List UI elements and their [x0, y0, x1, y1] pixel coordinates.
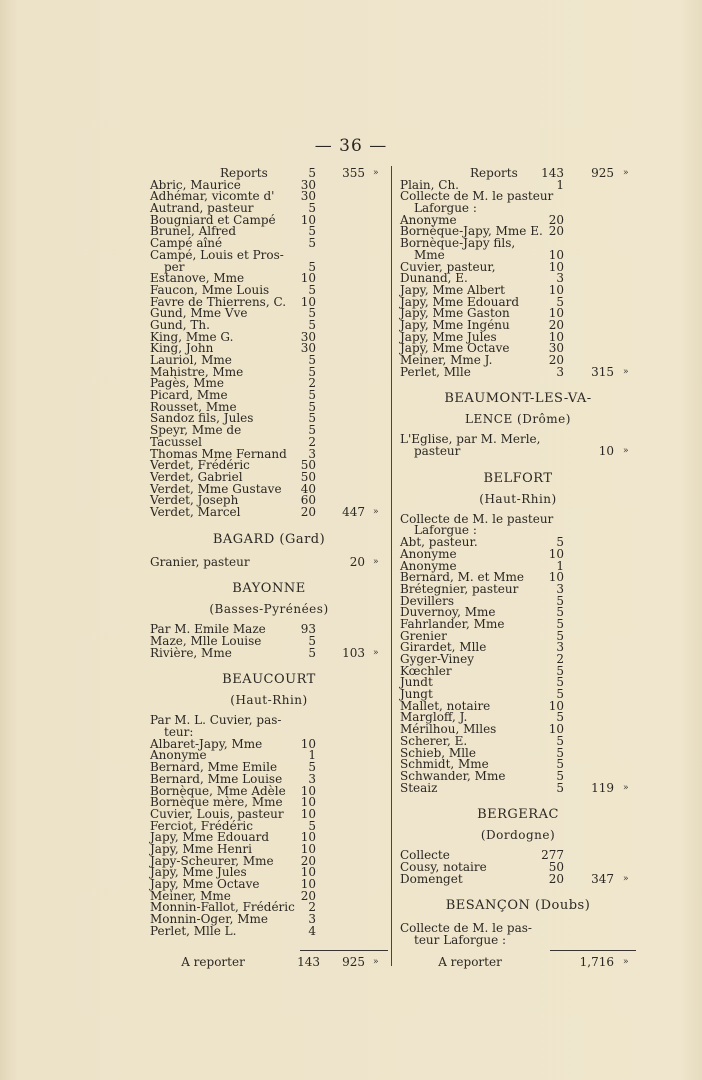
donor-amount: 10: [548, 570, 564, 585]
donor-name: Cousy, notaire: [400, 859, 487, 874]
donor-name: Bougniard et Campé: [150, 212, 276, 227]
donor-name: Domenget: [400, 871, 463, 886]
reports-amount: 5: [308, 166, 316, 180]
spacer: [150, 659, 388, 669]
donor-name: Japy, Mme Albert: [400, 282, 505, 297]
list-item: [400, 677, 636, 689]
subtotal-mark: »: [373, 647, 379, 658]
subtotal: 103: [342, 645, 365, 660]
donor-name: Bornèque-Japy, Mme E.: [400, 224, 543, 239]
donor-name: Mme: [414, 247, 445, 262]
list-item: [400, 446, 636, 458]
donor-name: Japy, Mme Edouard: [400, 294, 520, 309]
donor-name: Bernard, M. et Mme: [400, 570, 525, 585]
section-subheading: (Haut-Rhin): [479, 491, 557, 506]
donor-name: Lauriol, Mme: [150, 353, 232, 367]
donor-name: Par M. L. Cuvier, pas-: [150, 713, 282, 728]
donor-name: Fahrlander, Mme: [400, 616, 505, 631]
donor-name: Monnin-Fallot, Frédéric: [150, 900, 295, 915]
section-subheading: LENCE (Drôme): [465, 412, 571, 427]
donor-amount: 20: [300, 888, 316, 903]
right-column: [400, 168, 636, 947]
spacer: [400, 885, 636, 895]
donor-name: Japy, Mme Ingénu: [400, 317, 510, 332]
donor-amount: 5: [556, 710, 564, 725]
donor-amount: 3: [308, 912, 316, 927]
donor-name: Par M. Emile Maze: [150, 622, 266, 637]
page-number: — 36 —: [314, 136, 388, 156]
donor-amount: 3: [308, 771, 316, 786]
donor-name: Picard, Mme: [150, 388, 228, 403]
donor-name: Brunel, Alfred: [150, 224, 237, 239]
carry-forward-total: 1,716: [579, 955, 614, 969]
donor-amount: 5: [308, 282, 316, 297]
carry-forward-amount: 143: [297, 955, 320, 969]
donor-amount: 5: [556, 780, 564, 795]
donor-amount: 5: [308, 353, 316, 367]
donor-amount: 20: [548, 353, 564, 367]
subtotal: 315: [591, 364, 614, 379]
donor-name: Japy, Mme Jules: [150, 865, 247, 880]
spacer: [400, 458, 636, 468]
donor-name: Collecte de M. le pas-: [400, 921, 532, 936]
donor-name: Granier, pasteur: [150, 554, 250, 569]
donor-amount: 3: [308, 446, 316, 461]
donor-name: Jundt: [400, 675, 433, 690]
carry-forward-row: [150, 955, 388, 969]
donor-amount: 3: [556, 640, 564, 655]
section-heading: BAYONNE: [232, 581, 306, 597]
spacer: [150, 519, 388, 529]
donor-amount: 5: [556, 605, 564, 620]
donor-name: Duvernoy, Mme: [400, 605, 496, 620]
donor-name: Gyger-Viney: [400, 652, 474, 666]
donor-amount: 40: [300, 481, 316, 496]
donor-name: Verdet, Frédéric: [150, 458, 250, 473]
donor-name: Ferciot, Frédéric: [150, 818, 253, 833]
donor-amount: 30: [548, 341, 564, 356]
donor-amount: 5: [556, 733, 564, 748]
donor-name: Laforgue :: [414, 201, 477, 216]
section-subheading: (Basses-Pyrénées): [209, 602, 329, 617]
donor-name: Campé, Louis et Pros-: [150, 247, 284, 262]
donor-amount: 5: [308, 760, 316, 775]
donor-amount: 50: [548, 859, 564, 874]
donor-amount: 5: [556, 745, 564, 760]
donor-name: Abt, pasteur.: [400, 535, 478, 550]
donor-amount: 5: [308, 224, 316, 239]
donor-name: teur:: [164, 725, 194, 740]
donor-name: Pagès, Mme: [150, 376, 225, 391]
donor-name: Schwander, Mme: [400, 768, 506, 783]
section-heading: BEAUMONT-LES-VA-: [444, 391, 592, 407]
donor-name: Gund, Th.: [150, 317, 210, 332]
subtotal-mark: »: [373, 556, 379, 567]
list-item: [400, 780, 636, 795]
section-heading: BERGERAC: [477, 807, 559, 823]
donor-amount: 10: [548, 698, 564, 713]
reports-total: 355: [342, 166, 365, 180]
donor-amount: 20: [300, 504, 316, 519]
donor-amount: 5: [556, 616, 564, 631]
column-divider: [391, 166, 392, 966]
reports-amount: 143: [541, 166, 564, 180]
donor-amount: 10: [300, 736, 316, 751]
donor-name: Anonyme: [400, 546, 457, 561]
donor-name: Grenier: [400, 628, 447, 643]
list-item: [400, 663, 636, 678]
donor-name: Verdet, Gabriel: [150, 469, 243, 484]
donor-amount: 10: [300, 841, 316, 856]
donor-name: Japy, Mme Gaston: [400, 306, 510, 321]
donor-name: Rivière, Mme: [150, 645, 232, 660]
donor-name: Devillers: [400, 593, 455, 608]
donor-amount: 5: [556, 535, 564, 550]
donor-amount: 5: [308, 634, 316, 648]
subtotal-mark: »: [623, 366, 629, 377]
subtotal: 119: [591, 780, 614, 795]
section-subheading: (Haut-Rhin): [230, 693, 308, 708]
donor-name: Perlet, Mlle L.: [150, 923, 237, 938]
footer-rule: [300, 950, 388, 951]
donor-name: Steaiz: [400, 780, 438, 795]
section-heading: BELFORT: [483, 470, 553, 486]
donor-amount: 10: [300, 271, 316, 286]
donor-name: Verdet, Marcel: [150, 504, 241, 519]
donor-name: Plain, Ch.: [400, 177, 459, 192]
donor-amount: 3: [556, 364, 564, 379]
donor-amount: 2: [308, 376, 316, 391]
reports-label: Reports: [220, 166, 268, 180]
reports-mark: »: [373, 168, 379, 178]
donor-amount: 30: [300, 341, 316, 356]
donor-name: Verdet, Mme Gustave: [150, 481, 282, 496]
donor-amount: 5: [308, 259, 316, 274]
donor-name: Bornèque, Mme Adèle: [150, 783, 286, 798]
donor-amount: 277: [541, 848, 564, 863]
donor-name: Estanove, Mme: [150, 271, 245, 286]
donor-name: Schieb, Mlle: [400, 745, 476, 760]
reports-mark: »: [623, 168, 629, 178]
donor-name: Mahistre, Mme: [150, 364, 244, 379]
donor-amount: 30: [300, 177, 316, 192]
donor-name: Verdet, Joseph: [150, 493, 239, 508]
spacer: [150, 568, 388, 578]
donor-amount: 5: [556, 663, 564, 678]
list-item: [400, 871, 636, 886]
donor-amount: 2: [308, 900, 316, 915]
donor-amount: 5: [308, 411, 316, 426]
donor-amount: 5: [556, 628, 564, 643]
donor-name: Japy, Mme Octave: [400, 341, 510, 356]
subtotal: 10: [598, 444, 614, 459]
carry-forward-row: [400, 955, 636, 969]
carry-forward-total: 925: [342, 955, 365, 969]
donor-name: Cuvier, Louis, pasteur: [150, 806, 284, 821]
donor-amount: 3: [556, 271, 564, 286]
spacer: [400, 378, 636, 388]
donor-amount: 5: [556, 675, 564, 690]
donor-name: Girardet, Mlle: [400, 640, 487, 655]
donor-name: Collecte: [400, 848, 450, 863]
donor-name: Meiner, Mme J.: [400, 353, 493, 367]
donor-amount: 10: [548, 247, 564, 262]
donor-amount: 5: [556, 757, 564, 772]
donor-amount: 5: [308, 236, 316, 251]
donor-amount: 5: [308, 399, 316, 414]
donor-name: Perlet, Mlle: [400, 364, 471, 379]
donor-amount: 10: [548, 546, 564, 561]
carry-forward-label: A reporter: [438, 955, 502, 969]
reports-label: Reports: [470, 166, 518, 180]
donor-amount: 5: [556, 687, 564, 702]
donor-amount: 20: [548, 212, 564, 227]
list-item: [150, 554, 388, 569]
donor-name: per: [164, 259, 185, 274]
donor-name: Thomas Mme Fernand: [150, 446, 287, 461]
donor-name: Scherer, E.: [400, 733, 468, 748]
donor-amount: 10: [300, 294, 316, 309]
donor-amount: 3: [556, 581, 564, 596]
donor-amount: 5: [308, 201, 316, 216]
donor-amount: 10: [548, 259, 564, 274]
donor-amount: 5: [556, 294, 564, 309]
left-column: [150, 168, 388, 937]
donor-name: Anonyme: [150, 748, 207, 763]
list-item: [150, 645, 388, 660]
donor-amount: 10: [300, 865, 316, 880]
donor-amount: 1: [556, 177, 564, 192]
donor-amount: 5: [308, 306, 316, 321]
donor-name: Favre de Thierrens, C.: [150, 294, 287, 309]
section-heading: BESANÇON (Doubs): [445, 898, 591, 914]
donor-name: Margloff, J.: [400, 710, 468, 725]
donor-amount: 5: [308, 317, 316, 332]
donor-amount: 30: [300, 329, 316, 344]
subtotal-mark: »: [623, 782, 629, 793]
donor-name: Adhémar, vicomte d': [150, 189, 275, 204]
spacer: [400, 794, 636, 804]
right-footer: [400, 950, 636, 969]
donor-name: Collecte de M. le pasteur: [400, 511, 554, 526]
donor-name: Cuvier, pasteur,: [400, 259, 496, 274]
donor-name: pasteur: [414, 444, 461, 459]
section-subheading: (Dordogne): [480, 828, 556, 843]
donor-name: Mérilhou, Mlles: [400, 722, 497, 737]
subtotal: 447: [342, 504, 365, 519]
donor-name: Sandoz fils, Jules: [150, 411, 254, 426]
donor-amount: 20: [300, 853, 316, 868]
donor-amount: 5: [556, 768, 564, 783]
carry-forward-mark: »: [623, 957, 629, 967]
donor-amount: 20: [548, 871, 564, 886]
donor-name: King, Mme G.: [150, 329, 234, 344]
donor-name: Japy, Mme Edouard: [150, 830, 270, 845]
donor-amount: 10: [300, 830, 316, 845]
donor-amount: 10: [300, 795, 316, 810]
donor-name: Brétegnier, pasteur: [400, 581, 519, 596]
carry-forward-mark: »: [373, 957, 379, 967]
donor-name: Albaret-Japy, Mme: [150, 736, 263, 751]
donor-amount: 60: [300, 493, 316, 508]
footer-rule: [550, 950, 636, 951]
donor-name: Tacussel: [150, 434, 202, 449]
donor-name: Faucon, Mme Louis: [150, 282, 270, 297]
donor-name: Autrand, pasteur: [150, 201, 254, 216]
subtotal: 347: [591, 871, 614, 886]
donor-name: Meiner, Mme: [150, 888, 231, 903]
donor-name: Gund, Mme Vve: [150, 306, 248, 321]
donor-amount: 5: [308, 818, 316, 833]
donor-name: Campé aîné: [150, 236, 223, 251]
donor-amount: 10: [300, 806, 316, 821]
donor-name: Jungt: [400, 687, 433, 702]
donor-amount: 1: [556, 558, 564, 573]
donor-amount: 2: [556, 652, 564, 666]
donor-name: Anonyme: [400, 558, 457, 573]
donor-name: Rousset, Mme: [150, 399, 237, 414]
donor-amount: 50: [300, 458, 316, 473]
donor-name: Speyr, Mme de: [150, 423, 242, 438]
donor-amount: 20: [548, 224, 564, 239]
reports-total: 925: [591, 166, 614, 180]
donor-amount: 10: [548, 306, 564, 321]
donor-name: Schmidt, Mme: [400, 757, 489, 772]
list-item: [400, 935, 636, 947]
section-heading: BAGARD (Gard): [212, 531, 326, 547]
donor-amount: 10: [300, 877, 316, 891]
donor-amount: 5: [308, 645, 316, 660]
donor-name: Laforgue :: [414, 523, 477, 538]
donor-name: Anonyme: [400, 212, 457, 227]
list-item: [150, 504, 388, 519]
donor-name: Maze, Mlle Louise: [150, 634, 262, 648]
section-heading: BEAUCOURT: [222, 672, 316, 688]
carry-forward-label: A reporter: [181, 955, 245, 969]
donor-name: Collecte de M. le pasteur: [400, 189, 554, 204]
donor-amount: 1: [308, 748, 316, 763]
subtotal-mark: »: [373, 506, 379, 517]
donor-amount: 4: [308, 923, 316, 938]
donor-name: Japy-Scheurer, Mme: [150, 853, 274, 868]
list-item: [400, 364, 636, 379]
donor-amount: 2: [308, 434, 316, 449]
donor-amount: 5: [308, 423, 316, 438]
donor-amount: 20: [548, 317, 564, 332]
donor-name: Abric, Maurice: [150, 177, 241, 192]
subtotal-mark: »: [623, 446, 629, 457]
donor-name: Bornèque mère, Mme: [150, 795, 283, 810]
donor-amount: 10: [548, 282, 564, 297]
donor-amount: 50: [300, 469, 316, 484]
donor-amount: 10: [548, 722, 564, 737]
donor-name: Dunand, E.: [400, 271, 468, 286]
donor-amount: 5: [308, 388, 316, 403]
donor-name: Monnin-Oger, Mme: [150, 912, 269, 927]
donor-name: Japy, Mme Jules: [400, 329, 497, 344]
donor-name: Kœchler: [400, 663, 452, 678]
donor-amount: 30: [300, 189, 316, 204]
subtotal: 20: [349, 554, 365, 569]
donor-amount: 10: [300, 212, 316, 227]
subtotal-mark: »: [623, 873, 629, 884]
donor-name: Bornèque-Japy fils,: [400, 236, 516, 251]
list-item: [150, 247, 388, 262]
donor-name: Bernard, Mme Emile: [150, 760, 278, 775]
donor-amount: 10: [300, 783, 316, 798]
donor-name: Mallet, notaire: [400, 698, 491, 713]
donor-amount: 10: [548, 329, 564, 344]
donor-amount: 5: [556, 593, 564, 608]
donor-name: teur Laforgue :: [414, 933, 507, 947]
donor-name: Japy, Mme Henri: [150, 841, 252, 856]
donor-amount: 93: [300, 622, 316, 637]
donor-amount: 5: [308, 364, 316, 379]
donor-name: Japy, Mme Octave: [150, 877, 260, 891]
donor-name: L'Eglise, par M. Merle,: [400, 432, 541, 447]
donor-name: King, John: [150, 341, 214, 356]
donor-name: Bernard, Mme Louise: [150, 771, 283, 786]
left-footer: [150, 950, 388, 969]
list-item: [150, 923, 388, 938]
